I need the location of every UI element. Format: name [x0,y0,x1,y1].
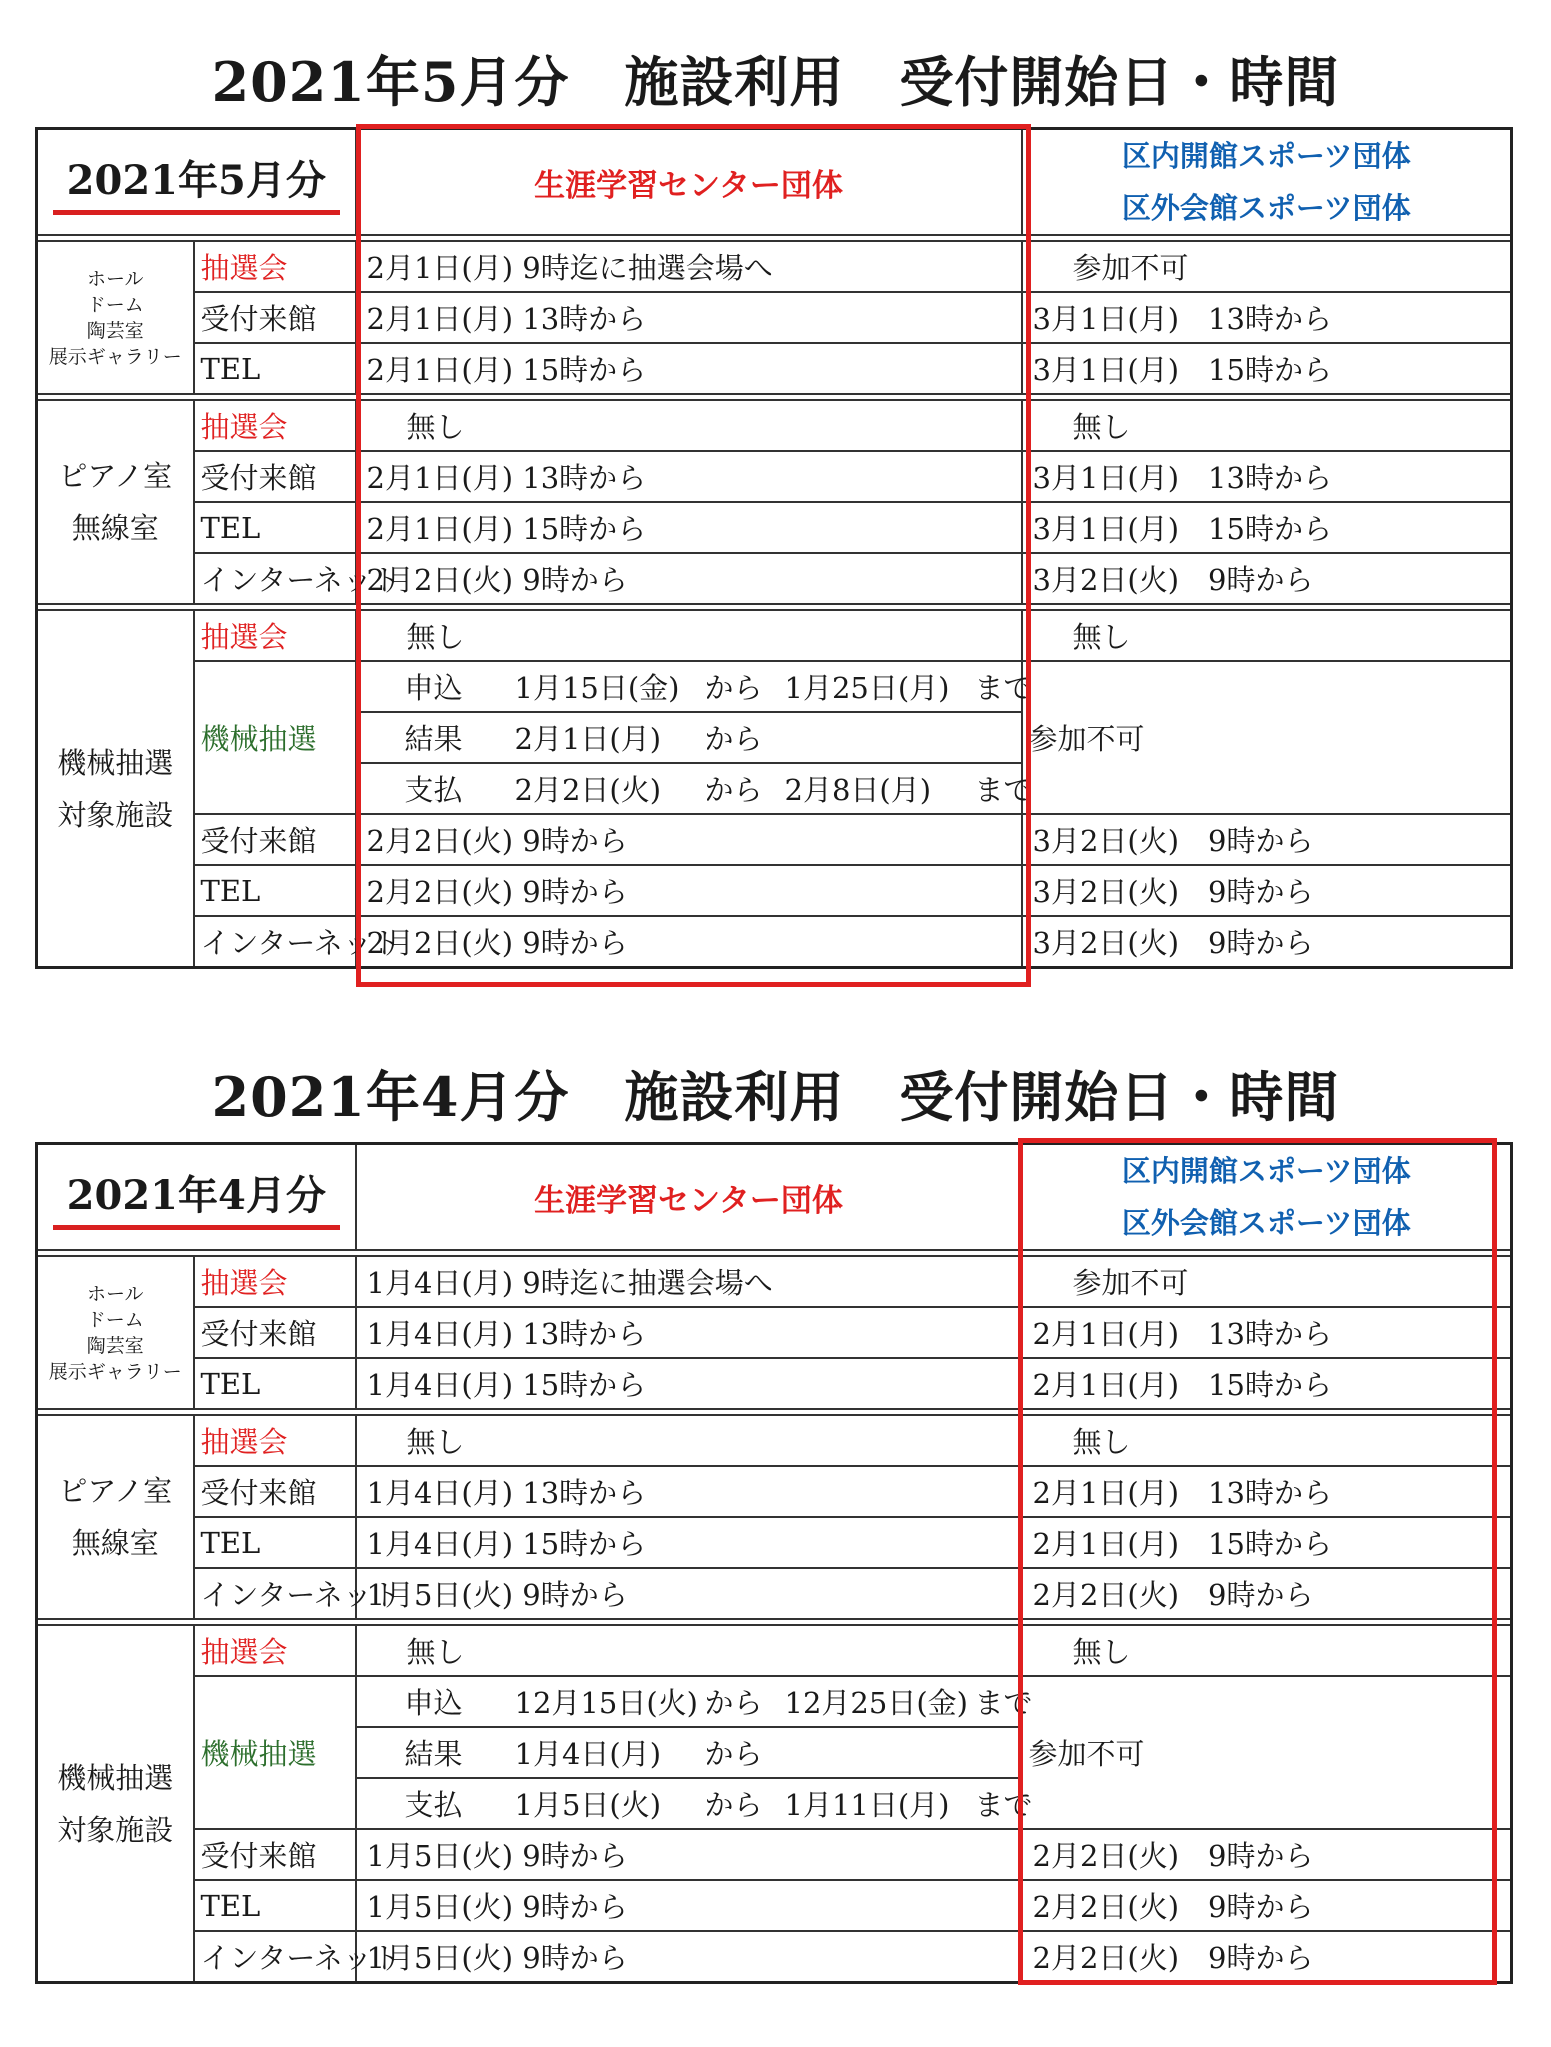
method-label: TEL [194,502,356,553]
table-row [37,1931,1512,1983]
center-date: 2月2日(火) 9時から [356,553,1022,604]
center-date: 1月4日(月) 13時から [356,1466,1022,1517]
center-date: 2月1日(月) 13時から [356,292,1022,343]
table-row [37,1676,1512,1727]
sports-date: 参加不可 [1022,1256,1512,1307]
center-date: 2月2日(火) 9時から [356,865,1022,916]
sports-machine-status: 参加不可 [1022,661,1512,814]
machine-line-result: 結果 2月1日(月) から [356,712,1022,763]
page-title-april: 2021年4月分 施設利用 受付開始日・時間 [211,1065,1340,1129]
machine-line-apply: 申込 1月15日(金) から 1月25日(月) まで [356,661,1022,712]
center-date: 1月4日(月) 15時から [356,1358,1022,1409]
method-label: 受付来館 [194,1466,356,1517]
sports-date: 3月1日(月) 15時から [1022,502,1512,553]
method-label: TEL [194,343,356,394]
method-label: インターネット [194,916,356,968]
sports-date: 2月2日(火) 9時から [1022,1829,1512,1880]
table-row [37,1307,1512,1358]
method-label: 抽選会 [194,241,356,292]
method-label: インターネット [194,1931,356,1983]
center-date: 1月4日(月) 15時から [356,1517,1022,1568]
page-title-may: 2021年5月分 施設利用 受付開始日・時間 [211,50,1340,114]
machine-line-payment: 支払 1月5日(火) から 1月11日(月) まで [356,1778,1022,1829]
table-row [37,661,1512,712]
center-date: 2月2日(火) 9時から [356,916,1022,968]
sports-date: 2月1日(月) 15時から [1022,1358,1512,1409]
sports-date: 3月2日(火) 9時から [1022,916,1512,968]
method-label: 抽選会 [194,1415,356,1466]
sports-date: 3月2日(火) 9時から [1022,814,1512,865]
center-date: 2月1日(月) 9時迄に抽選会場へ [356,241,1022,292]
center-date: 1月5日(火) 9時から [356,1829,1022,1880]
center-date: 無し [356,1415,1022,1466]
sports-date: 3月2日(火) 9時から [1022,865,1512,916]
table-row [37,1829,1512,1880]
center-date: 1月4日(月) 9時迄に抽選会場へ [356,1256,1022,1307]
center-date: 1月4日(月) 13時から [356,1307,1022,1358]
facility-piano-group: ピアノ室 無線室 [37,1415,194,1619]
center-date: 1月5日(火) 9時から [356,1931,1022,1983]
sports-date: 2月2日(火) 9時から [1022,1931,1512,1983]
column-header-center-group: 生涯学習センター団体 [356,1144,1022,1251]
column-header-center-group: 生涯学習センター団体 [356,129,1022,236]
table-corner-label: 2021年5月分 [37,129,356,236]
sports-date: 無し [1022,1625,1512,1676]
center-date: 無し [356,1625,1022,1676]
center-date: 2月1日(月) 13時から [356,451,1022,502]
center-date: 1月5日(火) 9時から [356,1880,1022,1931]
sports-date: 2月1日(月) 13時から [1022,1307,1512,1358]
method-label: 受付来館 [194,1307,356,1358]
table-row [37,292,1512,343]
method-label: TEL [194,1517,356,1568]
sports-date: 3月1日(月) 13時から [1022,292,1512,343]
table-row [37,610,1512,661]
center-date: 無し [356,400,1022,451]
sports-date: 2月2日(火) 9時から [1022,1568,1512,1619]
method-label: インターネット [194,1568,356,1619]
method-label-machine: 機械抽選 [194,1676,356,1829]
sports-date: 無し [1022,400,1512,451]
method-label: TEL [194,1358,356,1409]
facility-piano-group: ピアノ室 無線室 [37,400,194,604]
method-label: 抽選会 [194,400,356,451]
table-row [37,1517,1512,1568]
method-label: 受付来館 [194,1829,356,1880]
sports-date: 3月2日(火) 9時から [1022,553,1512,604]
table-row [37,814,1512,865]
method-label: インターネット [194,553,356,604]
table-row [37,865,1512,916]
table-row [37,451,1512,502]
center-date: 無し [356,610,1022,661]
facility-hall-group: ホール ドーム 陶芸室 展示ギャラリー [37,241,194,394]
table-corner-label: 2021年4月分 [37,1144,356,1251]
center-date: 2月1日(月) 15時から [356,502,1022,553]
sports-date: 2月2日(火) 9時から [1022,1880,1512,1931]
center-date: 1月5日(火) 9時から [356,1568,1022,1619]
center-date: 2月1日(月) 15時から [356,343,1022,394]
sports-date: 2月1日(月) 15時から [1022,1517,1512,1568]
table-row [37,916,1512,968]
method-label: 抽選会 [194,610,356,661]
schedule-table-may [35,127,1513,969]
method-label: TEL [194,1880,356,1931]
table-row [37,1466,1512,1517]
table-row [37,1358,1512,1409]
method-label: TEL [194,865,356,916]
sports-date: 無し [1022,1415,1512,1466]
center-date: 2月2日(火) 9時から [356,814,1022,865]
table-row [37,343,1512,394]
facility-machine-lottery-group: 機械抽選 対象施設 [37,610,194,968]
machine-line-result: 結果 1月4日(月) から [356,1727,1022,1778]
facility-hall-group: ホール ドーム 陶芸室 展示ギャラリー [37,1256,194,1409]
table-row [37,1415,1512,1466]
method-label: 抽選会 [194,1625,356,1676]
table-row [37,1880,1512,1931]
method-label: 受付来館 [194,451,356,502]
sports-machine-status: 参加不可 [1022,1676,1512,1829]
machine-line-payment: 支払 2月2日(火) から 2月8日(月) まで [356,763,1022,814]
table-row [37,502,1512,553]
schedule-table-april [35,1142,1513,1984]
table-row [37,1568,1512,1619]
sports-date: 2月1日(月) 13時から [1022,1466,1512,1517]
machine-line-apply: 申込 12月15日(火) から 12月25日(金) まで [356,1676,1022,1727]
sports-date: 3月1日(月) 13時から [1022,451,1512,502]
table-row [37,1625,1512,1676]
method-label: 受付来館 [194,292,356,343]
table-row [37,1256,1512,1307]
facility-machine-lottery-group: 機械抽選 対象施設 [37,1625,194,1983]
sports-date: 参加不可 [1022,241,1512,292]
method-label: 受付来館 [194,814,356,865]
sports-date: 無し [1022,610,1512,661]
sports-date: 3月1日(月) 15時から [1022,343,1512,394]
table-row [37,400,1512,451]
table-row [37,553,1512,604]
column-header-sports-group: 区内開館スポーツ団体 区外会館スポーツ団体 [1022,1144,1512,1251]
column-header-sports-group: 区内開館スポーツ団体 区外会館スポーツ団体 [1022,129,1512,236]
method-label: 抽選会 [194,1256,356,1307]
method-label-machine: 機械抽選 [194,661,356,814]
table-row [37,241,1512,292]
